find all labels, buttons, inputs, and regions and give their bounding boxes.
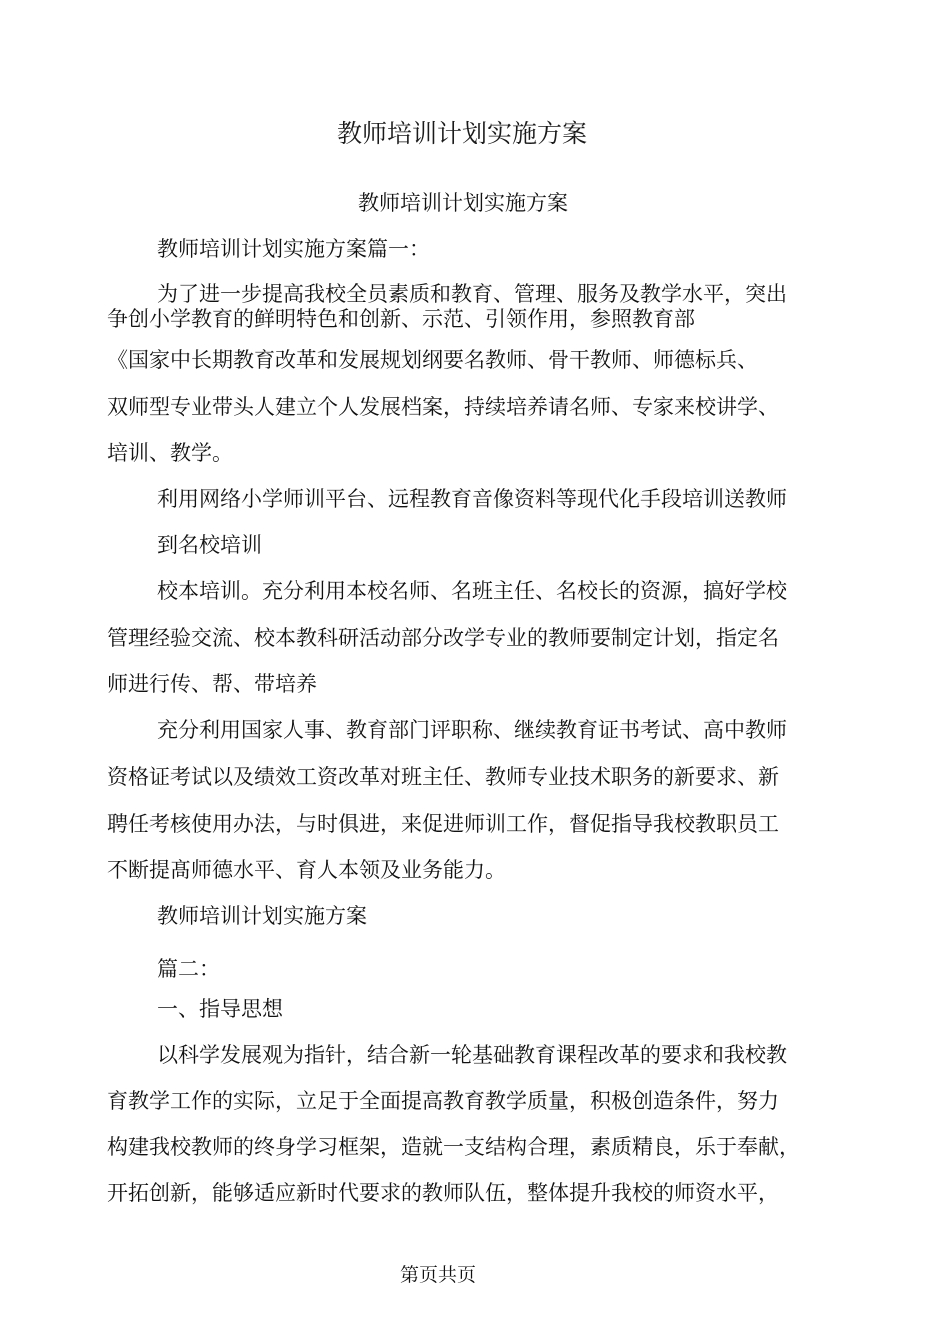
body-line: 聘任考核使用办法，与时俱进，来促进师训工作，督促指导我校教职员工 bbox=[107, 812, 779, 836]
body-line: 培训、教学。 bbox=[107, 441, 233, 465]
body-line: 资格证考试以及绩效工资改革对班主任、教师专业技术职务的新要求、新 bbox=[107, 765, 779, 789]
body-line: 不断提髙师德水平、育人本领及业务能力。 bbox=[107, 858, 506, 882]
body-line: 教师培训计划实施方案 bbox=[157, 904, 367, 928]
body-line: 师进行传、帮、带培养 bbox=[107, 672, 317, 696]
body-line: 双师型专业带头人建立个人发展档案，持续培养请名师、专家来校讲学、 bbox=[107, 395, 779, 419]
body-line: 开拓创新，能够适应新时代要求的教师队伍，整体提升我校的师资水平， bbox=[107, 1181, 779, 1205]
body-line: 管理经验交流、校本教科研活动部分改学专业的教师要制定计划，指定名 bbox=[107, 626, 779, 650]
document-title: 教师培训计划实施方案 bbox=[337, 119, 588, 148]
body-line: 构建我校教师的终身学习框架，造就一支结构合理，素质精良，乐于奉献， bbox=[107, 1135, 800, 1159]
body-line: 利用网络小学师训平台、远程教育音像资料等现代化手段培训送教师 bbox=[157, 487, 787, 511]
body-line: 校本培训。充分利用本校名师、名班主任、名校长的资源，搞好学校 bbox=[157, 579, 787, 603]
body-line: 篇二： bbox=[157, 957, 220, 981]
body-line: 一、指导思想 bbox=[157, 997, 283, 1021]
page-footer: 第页共页 bbox=[400, 1264, 477, 1286]
body-line: 《国家中长期教育改革和发展规划纲要名教师、骨干教师、师德标兵、 bbox=[107, 348, 758, 372]
body-line: 育教学工作的实际，立足于全面提高教育教学质量，积极创造条件，努力 bbox=[107, 1089, 779, 1113]
document-subtitle: 教师培训计划实施方案 bbox=[358, 191, 568, 215]
body-line: 教师培训计划实施方案篇一： bbox=[157, 237, 430, 261]
body-line: 充分利用国家人事、教育部门评职称、继续教育证书考试、高中教师 bbox=[157, 718, 787, 742]
body-line: 到名校培训 bbox=[157, 533, 262, 557]
body-line: 争创小学教育的鲜明特色和创新、示范、引领作用，参照教育部 bbox=[107, 307, 695, 331]
body-line: 以科学发展观为指针，结合新一轮基础教育课程改革的要求和我校教 bbox=[157, 1043, 787, 1067]
body-line: 为了进一步提高我校全员素质和教育、管理、服务及教学水平，突出 bbox=[157, 282, 787, 306]
